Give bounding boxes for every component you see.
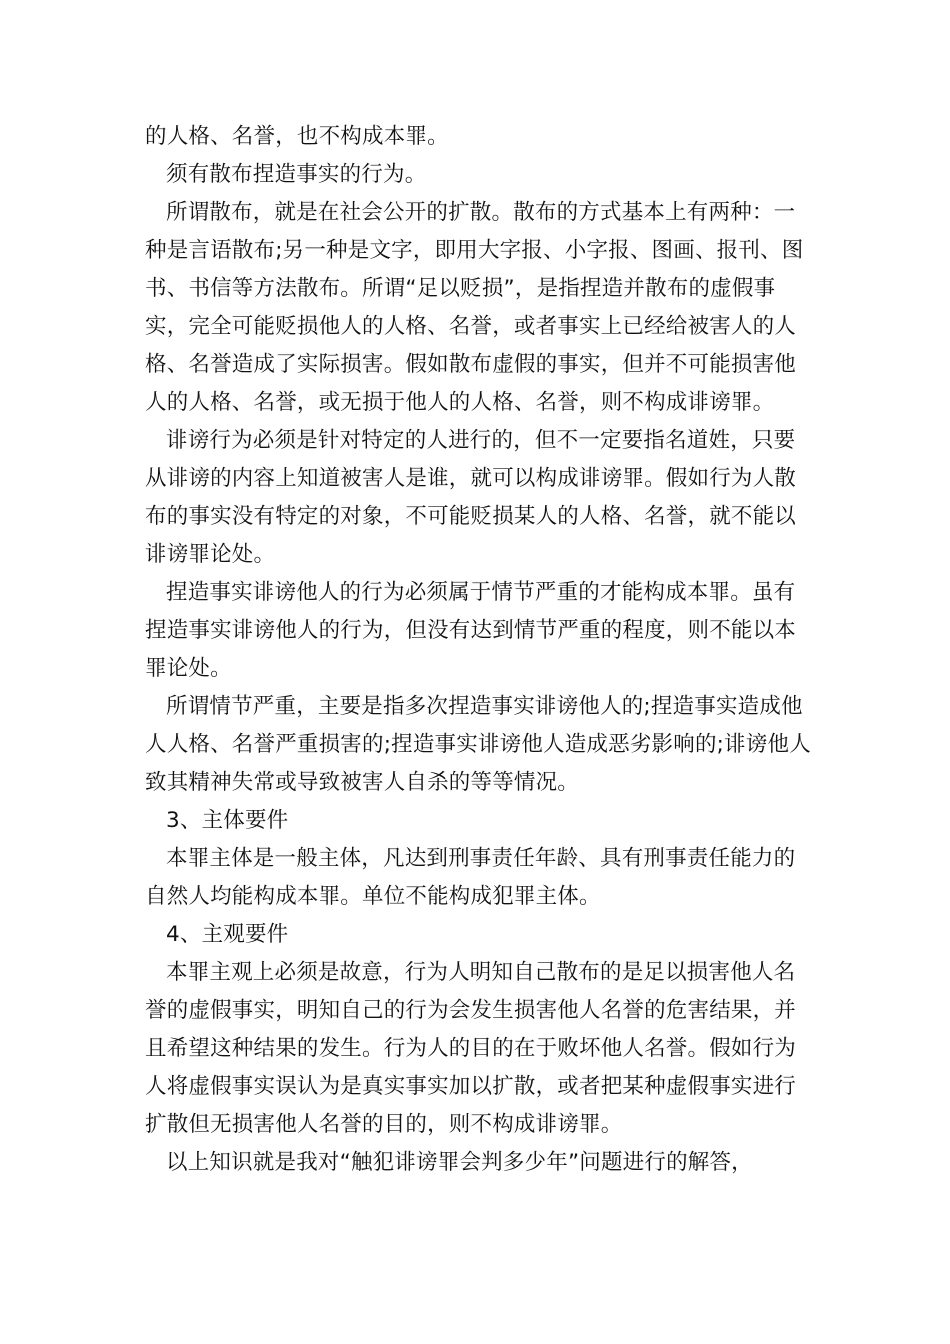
section-heading-subjective-requirement: 4、主观要件	[166, 922, 289, 947]
paragraph-serious-circumstances: 捏造事实诽谤他人的行为必须属于情节严重的才能构成本罪。虽有捏造事实诽谤他人的行为，但没有达到情节严重的程度，则不能以本罪论处。	[145, 580, 797, 681]
paragraph-spreading-definition: 所谓散布，就是在社会公开的扩散。散布的方式基本上有两种：一种是言语散布;另一种是文字，即用大字报、小字报、图画、报刊、图书、书信等方法散布。所谓“足以贬损”，是指捏造并散布的虚假事实，完全可能贬损他人的人格、名誉，或者事实上已经给被害人的人格、名誉造成了实际损害。假如散布虚假的事实，但并不可能损害他人的人格、名誉，或无损于他人的人格、名誉，则不构成诽谤罪。	[145, 200, 804, 415]
document-page	[145, 118, 815, 1182]
paragraph-serious-circumstances-definition: 所谓情节严重，主要是指多次捏造事实诽谤他人的;捏造事实造成他人人格、名誉严重损害的;捏造事实诽谤他人造成恶劣影响的;诽谤他人致其精神失常或导致被害人自杀的等等情况。	[145, 694, 811, 795]
paragraph-continuation: 的人格、名誉，也不构成本罪。	[145, 124, 449, 149]
section-heading-subject-requirement: 3、主体要件	[166, 808, 289, 833]
paragraph-subjective-requirement: 本罪主观上必须是故意，行为人明知自己散布的是足以损害他人名誉的虚假事实，明知自己的行为会发生损害他人名誉的危害结果，并且希望这种结果的发生。行为人的目的在于败坏他人名誉。假如行为人将虚假事实误认为是真实事实加以扩散，或者把某种虚假事实进行扩散但无损害他人名誉的目的，则不构成诽谤罪。	[145, 960, 797, 1137]
paragraph-specific-target: 诽谤行为必须是针对特定的人进行的，但不一定要指名道姓，只要从诽谤的内容上知道被害人是谁，就可以构成诽谤罪。假如行为人散布的事实没有特定的对象，不可能贬损某人的人格、名誉，就不能以诽谤罪论处。	[145, 428, 797, 567]
paragraph-subject-requirement: 本罪主体是一般主体，凡达到刑事责任年龄、具有刑事责任能力的自然人均能构成本罪。单位不能构成犯罪主体。	[145, 846, 796, 909]
paragraph-conclusion: 以上知识就是我对“触犯诽谤罪会判多少年”问题进行的解答，	[166, 1150, 753, 1175]
paragraph-spreading-requirement: 须有散布捏造事实的行为。	[166, 162, 427, 187]
